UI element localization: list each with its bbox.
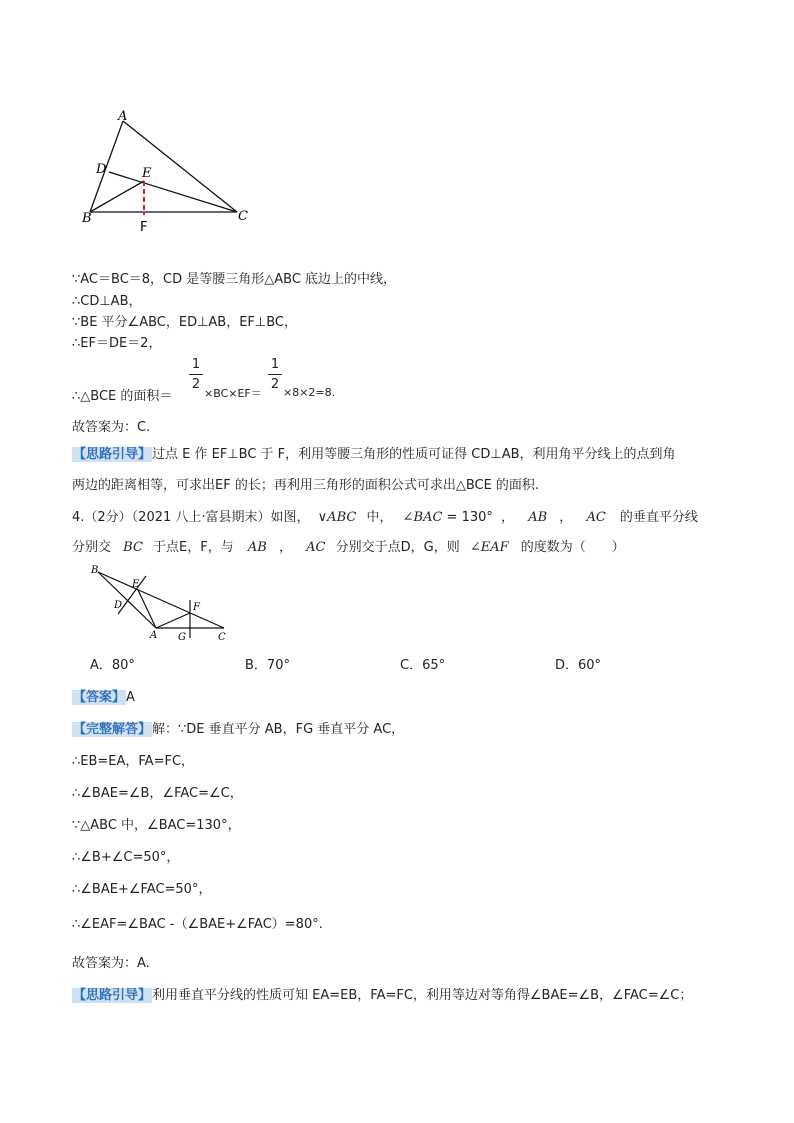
segment-AC: [123, 121, 237, 212]
answer4: [72, 686, 135, 705]
question4-line-2: [72, 536, 625, 555]
answer4-value: A: [126, 690, 135, 705]
segment-FA: [156, 613, 190, 628]
option-c[interactable]: C．65°: [400, 658, 446, 673]
q4-angle-val: = 130°: [446, 510, 493, 525]
q4-tail-1: 的垂直平分线: [619, 510, 698, 525]
guide4-tag: 【思路引导】: [73, 988, 152, 1003]
guide3-line-2: 两边的距离相等，可求出EF 的长；再利用三角形的面积公式可求出△BCE 的面积.: [72, 478, 540, 493]
guide3-line-1: [72, 443, 676, 462]
q4-angle: ∠BAC: [402, 510, 443, 525]
solution4-line-2: ∴EB=EA，FA=FC，: [72, 754, 195, 769]
area-end: ×8×2=8.: [283, 386, 336, 399]
question4-line-1: [72, 506, 698, 525]
q4-ab: AB: [528, 510, 548, 525]
fraction-1-den: 2: [191, 377, 201, 392]
q4-prefix: 4.（2分）（2021 八上·富县期末）如图，: [72, 510, 310, 525]
solution4-line-5: ∴∠B+∠C=50°，: [72, 850, 180, 865]
solution4-line-1: [72, 718, 404, 737]
q4-eaf: ∠EAF: [469, 540, 509, 555]
guide3-tag: 【思路引导】: [73, 447, 152, 462]
label-A: A: [118, 109, 128, 124]
q4-line2-c: 分别交于点D，G，则: [335, 540, 460, 555]
area-mid: ×BC×EF＝: [204, 387, 262, 400]
label-E: E: [132, 579, 140, 590]
triangle-figure-2: [88, 562, 238, 644]
label-C: C: [238, 209, 248, 224]
segment-AB: [90, 121, 123, 212]
label-G: G: [178, 632, 186, 643]
q4-line2-d: 的度数为（ ）: [520, 540, 625, 555]
segment-BA: [98, 572, 156, 628]
label-C: C: [218, 632, 226, 643]
option-d[interactable]: D．60°: [555, 658, 602, 673]
label-A: A: [150, 630, 158, 641]
q4-ab-2: AB: [247, 540, 267, 555]
solution3-line-3: ∵BE 平分∠ABC，ED⊥AB，EF⊥BC，: [72, 315, 297, 330]
label-F: F: [140, 220, 148, 235]
q4-bc: BC: [123, 540, 143, 555]
q4-ac-2: AC: [306, 540, 326, 555]
answer4-tag: 【答案】: [73, 690, 126, 705]
q4-tri: ∨ABC: [317, 510, 357, 525]
solution4-first: 解：∵DE 垂直平分 AB，FG 垂直平分 AC，: [152, 722, 405, 737]
q4-comma-1: ，: [501, 510, 515, 525]
label-B: B: [82, 211, 92, 226]
solution4-line-6: ∴∠BAE+∠FAC=50°，: [72, 882, 212, 897]
segment-EA: [138, 590, 156, 628]
solution4-tag: 【完整解答】: [73, 722, 152, 737]
fraction-2-den: 2: [270, 377, 280, 392]
label-B: B: [91, 565, 99, 576]
triangle-figure-1: [80, 105, 260, 240]
option-b[interactable]: B．70°: [245, 658, 290, 673]
guide4-line-1: [72, 984, 692, 1003]
fraction-2-num: 1: [270, 357, 280, 372]
solution3-line-1: ∵AC＝BC＝8，CD 是等腰三角形△ABC 底边上的中线，: [72, 272, 397, 287]
guide4-text-1: 利用垂直平分线的性质可知 EA=EB，FA=FC，利用等边对等角得∠BAE=∠B，∠FAC=∠C；: [152, 988, 693, 1003]
q4-line2-a: 分别交: [72, 540, 112, 555]
segment-DC: [109, 172, 237, 212]
label-F: F: [193, 602, 200, 613]
fraction-1: [189, 357, 203, 392]
solution3-answer: 故答案为：C.: [72, 420, 151, 435]
fraction-1-num: 1: [191, 357, 201, 372]
solution3-line-2: ∴CD⊥AB，: [72, 294, 142, 309]
solution3-line-4: ∴EF＝DE＝2，: [72, 336, 162, 351]
q4-zhong: 中，: [366, 510, 393, 525]
solution4-line-3: ∴∠BAE=∠B，∠FAC=∠C，: [72, 786, 243, 801]
q4-comma-3: ，: [278, 540, 292, 555]
option-a[interactable]: A．80°: [90, 658, 135, 673]
segment-BE: [90, 181, 144, 212]
area-prefix: ∴△BCE 的面积＝: [72, 389, 173, 404]
label-E: E: [142, 166, 152, 181]
q4-ac: AC: [586, 510, 606, 525]
label-D: D: [114, 600, 123, 611]
q4-line2-b: 于点E，F，与: [153, 540, 234, 555]
guide3-text-1: 过点 E 作 EF⊥BC 于 F，利用等腰三角形的性质可证得 CD⊥AB，利用角平分线上的点到角: [152, 447, 676, 462]
solution4-line-7: ∴∠EAF=∠BAC -（∠BAE+∠FAC）=80°.: [72, 917, 323, 932]
solution4-line-4: ∵△ABC 中，∠BAC=130°，: [72, 818, 241, 833]
label-D: D: [96, 162, 107, 177]
solution4-answer: 故答案为：A.: [72, 956, 150, 971]
fraction-2: [268, 357, 282, 392]
q4-comma-2: ，: [559, 510, 573, 525]
